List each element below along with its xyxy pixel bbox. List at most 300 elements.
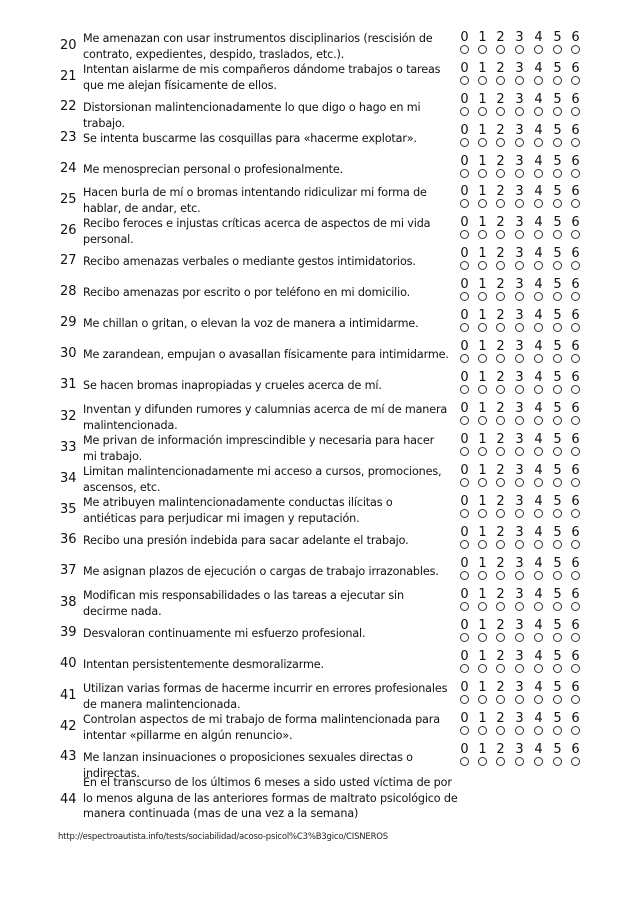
scale-label: 2: [496, 742, 505, 757]
radio-option-2[interactable]: [496, 726, 505, 735]
question-number: 42: [60, 719, 77, 734]
question-text: En el transcurso de los últimos 6 meses a sido usted víctima de por lo menos alguna de las anteriores formas de maltrato psicológico de manera continuada (mas de una vez a la semana): [83, 776, 458, 820]
radio-option-3[interactable]: [515, 385, 524, 394]
scale-label: 4: [534, 308, 543, 323]
scale-label: 3: [515, 401, 524, 416]
question-text: Intentan persistentemente desmoralizarme.: [83, 658, 324, 671]
scale-label: 3: [515, 277, 524, 292]
scale-label: 3: [515, 463, 524, 478]
radio-option-5[interactable]: [553, 199, 562, 208]
radio-option-2[interactable]: [496, 169, 505, 178]
radio-option-6[interactable]: [571, 447, 580, 456]
scale-label: 5: [553, 154, 562, 169]
question-number: 30: [60, 346, 77, 361]
radio-option-3[interactable]: [515, 107, 524, 116]
scale-options: [460, 540, 572, 552]
scale-label: 0: [460, 246, 469, 261]
radio-option-1[interactable]: [478, 695, 487, 704]
radio-option-1[interactable]: [478, 478, 487, 487]
radio-option-0[interactable]: [460, 540, 469, 549]
radio-option-4[interactable]: [534, 323, 543, 332]
scale-label: 6: [571, 742, 580, 757]
radio-option-0[interactable]: [460, 757, 469, 766]
radio-option-3[interactable]: [515, 757, 524, 766]
radio-option-5[interactable]: [553, 602, 562, 611]
radio-option-2[interactable]: [496, 509, 505, 518]
radio-option-0[interactable]: [460, 385, 469, 394]
scale-label: 3: [515, 339, 524, 354]
scale-label: 0: [460, 123, 469, 138]
radio-option-3[interactable]: [515, 169, 524, 178]
scale-label: 4: [534, 339, 543, 354]
question-number: 32: [60, 409, 77, 424]
radio-option-0[interactable]: [460, 726, 469, 735]
scale-label: 0: [460, 494, 469, 509]
radio-option-3[interactable]: [515, 292, 524, 301]
question-text: Intentan aislarme de mis compañeros dándome trabajos o tareas que me alejan físicamente de ellos.: [83, 63, 441, 92]
question-number: 43: [60, 749, 77, 764]
scale-label: 0: [460, 556, 469, 571]
question-number: 41: [60, 688, 77, 703]
radio-option-5[interactable]: [553, 571, 562, 580]
radio-option-1[interactable]: [478, 138, 487, 147]
radio-option-0[interactable]: [460, 633, 469, 642]
scale-label: 0: [460, 649, 469, 664]
radio-option-4[interactable]: [534, 602, 543, 611]
scale-label: 4: [534, 277, 543, 292]
scale-labels: [460, 246, 580, 262]
radio-option-6[interactable]: [571, 602, 580, 611]
scale-label: 4: [534, 370, 543, 385]
radio-option-5[interactable]: [553, 292, 562, 301]
radio-option-6[interactable]: [571, 199, 580, 208]
radio-option-1[interactable]: [478, 540, 487, 549]
scale-label: 2: [496, 711, 505, 726]
radio-option-6[interactable]: [571, 757, 580, 766]
radio-option-0[interactable]: [460, 478, 469, 487]
radio-option-1[interactable]: [478, 323, 487, 332]
radio-option-0[interactable]: [460, 230, 469, 239]
radio-option-6[interactable]: [571, 633, 580, 642]
question-number: 24: [60, 161, 77, 176]
radio-option-5[interactable]: [553, 107, 562, 116]
radio-option-3[interactable]: [515, 509, 524, 518]
radio-option-2[interactable]: [496, 602, 505, 611]
radio-option-3[interactable]: [515, 199, 524, 208]
scale-label: 6: [571, 370, 580, 385]
radio-option-3[interactable]: [515, 633, 524, 642]
scale-options: [460, 571, 572, 583]
radio-option-0[interactable]: [460, 45, 469, 54]
radio-option-0[interactable]: [460, 571, 469, 580]
scale-label: 2: [496, 432, 505, 447]
radio-option-6[interactable]: [571, 45, 580, 54]
scale-label: 6: [571, 432, 580, 447]
radio-option-3[interactable]: [515, 695, 524, 704]
radio-option-2[interactable]: [496, 323, 505, 332]
scale-label: 2: [496, 649, 505, 664]
radio-option-4[interactable]: [534, 509, 543, 518]
question-number: 40: [60, 656, 77, 671]
radio-option-1[interactable]: [478, 571, 487, 580]
scale-label: 4: [534, 463, 543, 478]
scale-label: 5: [553, 123, 562, 138]
radio-option-5[interactable]: [553, 633, 562, 642]
scale-label: 5: [553, 370, 562, 385]
radio-option-6[interactable]: [571, 509, 580, 518]
scale-label: 0: [460, 463, 469, 478]
scale-label: 5: [553, 184, 562, 199]
radio-option-2[interactable]: [496, 292, 505, 301]
scale-options: [460, 447, 572, 459]
question-text: Me lanzan insinuaciones o proposiciones sexuales directas o indirectas.: [83, 751, 413, 780]
radio-option-6[interactable]: [571, 354, 580, 363]
scale-label: 6: [571, 61, 580, 76]
radio-option-1[interactable]: [478, 261, 487, 270]
scale-label: 6: [571, 184, 580, 199]
radio-option-1[interactable]: [478, 107, 487, 116]
scale-label: 0: [460, 30, 469, 45]
scale-label: 6: [571, 123, 580, 138]
scale-label: 3: [515, 432, 524, 447]
radio-option-0[interactable]: [460, 107, 469, 116]
radio-option-1[interactable]: [478, 633, 487, 642]
radio-option-5[interactable]: [553, 230, 562, 239]
radio-option-4[interactable]: [534, 107, 543, 116]
scale-label: 4: [534, 494, 543, 509]
radio-option-4[interactable]: [534, 540, 543, 549]
radio-option-3[interactable]: [515, 323, 524, 332]
scale-label: 5: [553, 680, 562, 695]
radio-option-2[interactable]: [496, 664, 505, 673]
radio-option-1[interactable]: [478, 726, 487, 735]
scale-labels: [460, 556, 580, 572]
scale-label: 2: [496, 246, 505, 261]
scale-labels: [460, 494, 580, 510]
radio-option-6[interactable]: [571, 478, 580, 487]
radio-option-0[interactable]: [460, 602, 469, 611]
radio-option-6[interactable]: [571, 540, 580, 549]
radio-option-2[interactable]: [496, 478, 505, 487]
radio-option-5[interactable]: [553, 447, 562, 456]
radio-option-5[interactable]: [553, 757, 562, 766]
radio-option-1[interactable]: [478, 757, 487, 766]
radio-option-4[interactable]: [534, 45, 543, 54]
scale-label: 4: [534, 401, 543, 416]
scale-label: 0: [460, 587, 469, 602]
scale-label: 1: [478, 742, 487, 757]
radio-option-4[interactable]: [534, 757, 543, 766]
radio-option-0[interactable]: [460, 447, 469, 456]
question-text: Se intenta buscarme las cosquillas para «hacerme explotar».: [83, 132, 417, 145]
radio-option-2[interactable]: [496, 354, 505, 363]
radio-option-2[interactable]: [496, 447, 505, 456]
radio-option-1[interactable]: [478, 664, 487, 673]
question-text: Recibo amenazas por escrito o por teléfono en mi domicilio.: [83, 286, 410, 299]
scale-labels: [460, 92, 580, 108]
scale-label: 0: [460, 525, 469, 540]
scale-label: 6: [571, 401, 580, 416]
radio-option-2[interactable]: [496, 107, 505, 116]
scale-label: 6: [571, 92, 580, 107]
scale-options: [460, 695, 572, 707]
scale-label: 4: [534, 649, 543, 664]
radio-option-1[interactable]: [478, 199, 487, 208]
radio-option-1[interactable]: [478, 416, 487, 425]
scale-labels: [460, 30, 580, 46]
radio-option-6[interactable]: [571, 261, 580, 270]
radio-option-1[interactable]: [478, 292, 487, 301]
scale-label: 2: [496, 401, 505, 416]
radio-option-4[interactable]: [534, 416, 543, 425]
radio-option-1[interactable]: [478, 45, 487, 54]
radio-option-3[interactable]: [515, 478, 524, 487]
radio-option-5[interactable]: [553, 540, 562, 549]
radio-option-2[interactable]: [496, 230, 505, 239]
scale-labels: [460, 401, 580, 417]
radio-option-2[interactable]: [496, 633, 505, 642]
radio-option-2[interactable]: [496, 385, 505, 394]
radio-option-3[interactable]: [515, 447, 524, 456]
scale-label: 6: [571, 556, 580, 571]
radio-option-6[interactable]: [571, 726, 580, 735]
scale-label: 4: [534, 711, 543, 726]
scale-label: 4: [534, 742, 543, 757]
scale-label: 6: [571, 463, 580, 478]
scale-labels: [460, 123, 580, 139]
scale-label: 0: [460, 215, 469, 230]
radio-option-6[interactable]: [571, 385, 580, 394]
radio-option-6[interactable]: [571, 664, 580, 673]
radio-option-5[interactable]: [553, 261, 562, 270]
scale-labels: [460, 649, 580, 665]
radio-option-2[interactable]: [496, 757, 505, 766]
scale-options: [460, 169, 572, 181]
radio-option-0[interactable]: [460, 695, 469, 704]
scale-label: 6: [571, 154, 580, 169]
radio-option-4[interactable]: [534, 695, 543, 704]
scale-label: 6: [571, 680, 580, 695]
radio-option-2[interactable]: [496, 261, 505, 270]
radio-option-1[interactable]: [478, 169, 487, 178]
scale-label: 0: [460, 308, 469, 323]
radio-option-4[interactable]: [534, 385, 543, 394]
radio-option-3[interactable]: [515, 354, 524, 363]
radio-option-5[interactable]: [553, 416, 562, 425]
radio-option-2[interactable]: [496, 695, 505, 704]
scale-label: 1: [478, 246, 487, 261]
radio-option-5[interactable]: [553, 354, 562, 363]
radio-option-3[interactable]: [515, 261, 524, 270]
radio-option-1[interactable]: [478, 509, 487, 518]
radio-option-6[interactable]: [571, 695, 580, 704]
radio-option-4[interactable]: [534, 169, 543, 178]
radio-option-4[interactable]: [534, 633, 543, 642]
scale-label: 3: [515, 123, 524, 138]
scale-label: 3: [515, 649, 524, 664]
footer-url: http://espectroautista.info/tests/sociabilidad/acoso-psicol%C3%B3gico/CISNEROS: [58, 832, 388, 842]
scale-label: 0: [460, 432, 469, 447]
scale-label: 6: [571, 649, 580, 664]
scale-label: 6: [571, 618, 580, 633]
scale-label: 6: [571, 587, 580, 602]
scale-label: 3: [515, 742, 524, 757]
radio-option-6[interactable]: [571, 76, 580, 85]
radio-option-6[interactable]: [571, 230, 580, 239]
scale-label: 4: [534, 680, 543, 695]
scale-label: 2: [496, 339, 505, 354]
scale-label: 2: [496, 277, 505, 292]
radio-option-3[interactable]: [515, 602, 524, 611]
radio-option-1[interactable]: [478, 76, 487, 85]
radio-option-3[interactable]: [515, 664, 524, 673]
scale-label: 3: [515, 587, 524, 602]
radio-option-1[interactable]: [478, 602, 487, 611]
scale-label: 0: [460, 339, 469, 354]
question-number: 20: [60, 38, 77, 53]
radio-option-0[interactable]: [460, 664, 469, 673]
scale-label: 4: [534, 246, 543, 261]
radio-option-3[interactable]: [515, 571, 524, 580]
scale-label: 3: [515, 525, 524, 540]
radio-option-0[interactable]: [460, 292, 469, 301]
radio-option-4[interactable]: [534, 292, 543, 301]
question-number: 33: [60, 440, 77, 455]
scale-label: 6: [571, 215, 580, 230]
scale-options: [460, 478, 572, 490]
scale-label: 2: [496, 184, 505, 199]
scale-label: 1: [478, 711, 487, 726]
scale-labels: [460, 277, 580, 293]
scale-label: 5: [553, 215, 562, 230]
radio-option-4[interactable]: [534, 478, 543, 487]
scale-label: 3: [515, 308, 524, 323]
question-number: 44: [60, 792, 77, 807]
radio-option-2[interactable]: [496, 76, 505, 85]
radio-option-4[interactable]: [534, 138, 543, 147]
radio-option-0[interactable]: [460, 416, 469, 425]
radio-option-1[interactable]: [478, 385, 487, 394]
scale-label: 5: [553, 432, 562, 447]
radio-option-3[interactable]: [515, 726, 524, 735]
scale-options: [460, 199, 572, 211]
scale-label: 2: [496, 92, 505, 107]
scale-label: 2: [496, 308, 505, 323]
scale-labels: [460, 61, 580, 77]
radio-option-5[interactable]: [553, 76, 562, 85]
question-text: Recibo feroces e injustas críticas acerca de aspectos de mi vida personal.: [83, 217, 431, 246]
radio-option-2[interactable]: [496, 571, 505, 580]
radio-option-4[interactable]: [534, 76, 543, 85]
scale-label: 3: [515, 494, 524, 509]
scale-label: 3: [515, 215, 524, 230]
scale-labels: [460, 742, 580, 758]
scale-label: 0: [460, 370, 469, 385]
radio-option-6[interactable]: [571, 416, 580, 425]
scale-label: 1: [478, 92, 487, 107]
scale-label: 2: [496, 370, 505, 385]
radio-option-2[interactable]: [496, 138, 505, 147]
scale-labels: [460, 618, 580, 634]
scale-label: 5: [553, 339, 562, 354]
radio-option-3[interactable]: [515, 45, 524, 54]
radio-option-4[interactable]: [534, 447, 543, 456]
radio-option-5[interactable]: [553, 385, 562, 394]
scale-label: 3: [515, 61, 524, 76]
radio-option-5[interactable]: [553, 664, 562, 673]
scale-label: 0: [460, 92, 469, 107]
scale-options: [460, 385, 572, 397]
radio-option-4[interactable]: [534, 199, 543, 208]
question-number: 21: [60, 69, 77, 84]
radio-option-6[interactable]: [571, 169, 580, 178]
radio-option-0[interactable]: [460, 509, 469, 518]
question-text: Hacen burla de mí o bromas intentando ridiculizar mi forma de hablar, de andar, etc.: [83, 186, 427, 215]
radio-option-5[interactable]: [553, 169, 562, 178]
scale-options: [460, 323, 572, 335]
radio-option-5[interactable]: [553, 509, 562, 518]
radio-option-4[interactable]: [534, 726, 543, 735]
radio-option-3[interactable]: [515, 416, 524, 425]
radio-option-3[interactable]: [515, 540, 524, 549]
radio-option-5[interactable]: [553, 695, 562, 704]
radio-option-5[interactable]: [553, 323, 562, 332]
radio-option-3[interactable]: [515, 76, 524, 85]
radio-option-0[interactable]: [460, 169, 469, 178]
radio-option-6[interactable]: [571, 571, 580, 580]
radio-option-1[interactable]: [478, 354, 487, 363]
radio-option-4[interactable]: [534, 261, 543, 270]
scale-labels: [460, 587, 580, 603]
radio-option-0[interactable]: [460, 199, 469, 208]
scale-options: [460, 509, 572, 521]
radio-option-3[interactable]: [515, 138, 524, 147]
radio-option-5[interactable]: [553, 726, 562, 735]
radio-option-2[interactable]: [496, 540, 505, 549]
radio-option-5[interactable]: [553, 45, 562, 54]
question-number: 28: [60, 284, 77, 299]
radio-option-0[interactable]: [460, 138, 469, 147]
scale-label: 3: [515, 618, 524, 633]
scale-label: 6: [571, 277, 580, 292]
radio-option-5[interactable]: [553, 478, 562, 487]
radio-option-6[interactable]: [571, 138, 580, 147]
radio-option-2[interactable]: [496, 45, 505, 54]
radio-option-4[interactable]: [534, 354, 543, 363]
radio-option-3[interactable]: [515, 230, 524, 239]
radio-option-4[interactable]: [534, 230, 543, 239]
scale-label: 5: [553, 308, 562, 323]
radio-option-6[interactable]: [571, 107, 580, 116]
radio-option-2[interactable]: [496, 199, 505, 208]
radio-option-2[interactable]: [496, 416, 505, 425]
radio-option-0[interactable]: [460, 76, 469, 85]
radio-option-0[interactable]: [460, 261, 469, 270]
question-number: 22: [60, 99, 77, 114]
radio-option-1[interactable]: [478, 230, 487, 239]
radio-option-1[interactable]: [478, 447, 487, 456]
question-text: Utilizan varias formas de hacerme incurrir en errores profesionales de manera malintencionada.: [83, 682, 448, 711]
radio-option-0[interactable]: [460, 354, 469, 363]
radio-option-4[interactable]: [534, 664, 543, 673]
radio-option-4[interactable]: [534, 571, 543, 580]
radio-option-5[interactable]: [553, 138, 562, 147]
radio-option-6[interactable]: [571, 292, 580, 301]
scale-label: 5: [553, 525, 562, 540]
question-text: Desvaloran continuamente mi esfuerzo profesional.: [83, 627, 366, 640]
radio-option-0[interactable]: [460, 323, 469, 332]
radio-option-6[interactable]: [571, 323, 580, 332]
